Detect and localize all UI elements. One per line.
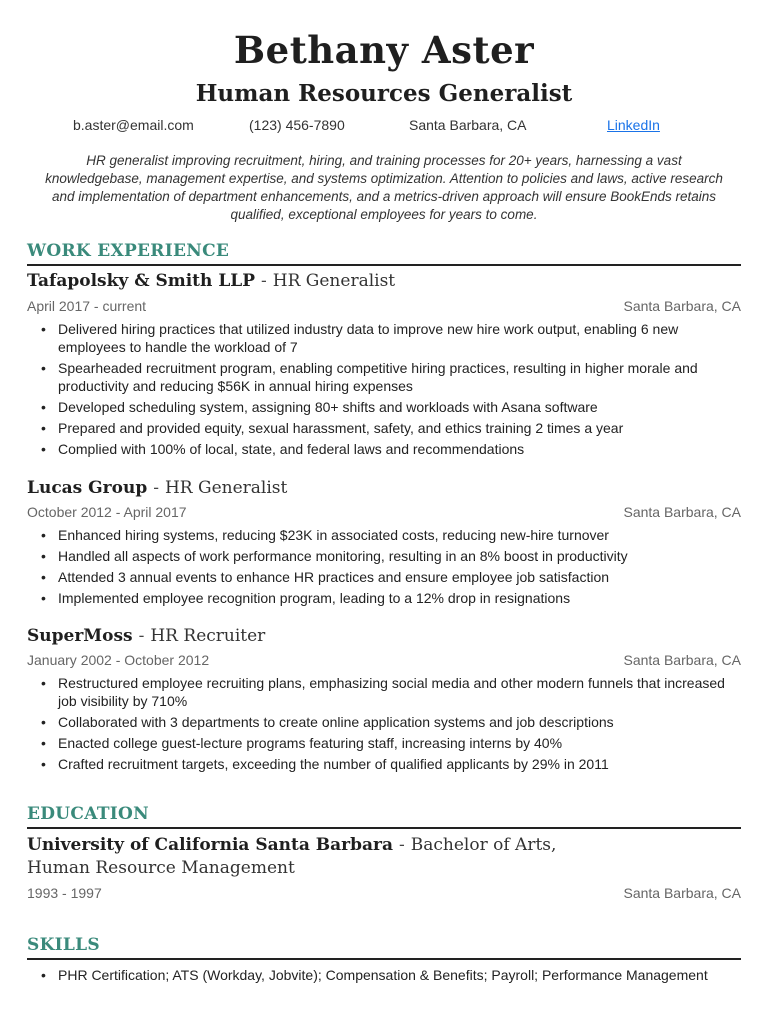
skills-list — [27, 966, 741, 987]
candidate-name: Bethany Aster — [233, 28, 535, 72]
list-item: • Spearheaded recruitment program, enabling competitive hiring practices, resulting in higher morale and productivity and reducing $56K in annual hiring expenses — [58, 359, 741, 395]
job-role: HR Generalist — [164, 478, 288, 498]
job-bullets — [27, 674, 741, 776]
job-dates: January 2002 - October 2012 — [27, 652, 210, 668]
section-work-experience: WORK EXPERIENCE — [27, 241, 230, 261]
education-location: Santa Barbara, CA — [623, 885, 741, 901]
list-item: • Handled all aspects of work performance monitoring, resulting in an 8% boost in productivity — [58, 547, 741, 565]
job-company: Lucas Group — [27, 478, 148, 498]
job-location: Santa Barbara, CA — [623, 298, 741, 314]
list-item: • Attended 3 annual events to enhance HR practices and ensure employee job satisfaction — [58, 568, 741, 586]
list-item: • Implemented employee recognition program, leading to a 12% drop in resignations — [58, 589, 741, 607]
job-bullets — [27, 526, 741, 610]
education-heading — [27, 835, 556, 855]
education-separator: - — [399, 835, 405, 855]
list-item: • Enhanced hiring systems, reducing $23K in associated costs, reducing new-hire turnover — [58, 526, 741, 544]
section-skills: SKILLS — [27, 935, 100, 955]
education-major: Human Resource Management — [27, 858, 295, 878]
linkedin-link[interactable]: LinkedIn — [607, 117, 660, 133]
job-heading — [27, 478, 287, 498]
job-role: HR Recruiter — [150, 626, 266, 646]
list-item: • Developed scheduling system, assigning 80+ shifts and workloads with Asana software — [58, 398, 741, 416]
job-separator: - — [261, 271, 267, 291]
contact-email[interactable]: b.aster@email.com — [73, 117, 194, 133]
list-item: • Delivered hiring practices that utilized industry data to improve new hire work output, enabling 6 new employees to handle the workload of 7 — [58, 320, 741, 356]
job-bullets — [27, 320, 741, 461]
list-item: • Prepared and provided equity, sexual harassment, safety, and ethics training 2 times a year — [58, 419, 741, 437]
education-degree: Bachelor of Arts, — [410, 835, 557, 855]
list-item: • Complied with 100% of local, state, and federal laws and recommendations — [58, 440, 741, 458]
job-separator: - — [138, 626, 145, 646]
job-company: SuperMoss — [27, 626, 133, 646]
list-item: • Restructured employee recruiting plans, emphasizing social media and other modern funnels that increased job visibility by 710% — [58, 674, 741, 710]
job-company: Tafapolsky & Smith LLP — [27, 271, 256, 291]
job-location: Santa Barbara, CA — [623, 652, 741, 668]
section-divider — [27, 827, 741, 829]
list-item: • Crafted recruitment targets, exceeding the number of qualified applicants by 29% in 2011 — [58, 755, 741, 773]
job-location: Santa Barbara, CA — [623, 504, 741, 520]
contact-location: Santa Barbara, CA — [409, 117, 527, 133]
education-school: University of California Santa Barbara — [27, 835, 394, 855]
job-heading — [27, 626, 265, 646]
job-separator: - — [153, 478, 159, 498]
job-heading — [27, 271, 395, 291]
contact-phone: (123) 456-7890 — [249, 117, 345, 133]
job-role: HR Generalist — [272, 271, 396, 291]
list-item: • Enacted college guest-lecture programs featuring staff, increasing interns by 40% — [58, 734, 741, 752]
list-item: • PHR Certification; ATS (Workday, Jobvite); Compensation & Benefits; Payroll; Performance Management — [58, 966, 741, 984]
education-dates: 1993 - 1997 — [27, 885, 102, 901]
professional-summary: HR generalist improving recruitment, hiring, and training processes for 20+ years, harnessing a vast knowledgebase, management expertise, and systems optimization. Attention to policies and laws, active research and implementation of department enhancements, and a metrics-driven approach will ensure BookEnds retains qualified, exceptional employees for years to come. — [45, 153, 723, 222]
list-item: • Collaborated with 3 departments to create online application systems and job descriptions — [58, 713, 741, 731]
section-divider — [27, 264, 741, 266]
candidate-title: Human Resources Generalist — [195, 80, 573, 107]
section-divider — [27, 958, 741, 960]
job-dates: October 2012 - April 2017 — [27, 504, 187, 520]
section-education: EDUCATION — [27, 804, 149, 824]
job-dates: April 2017 - current — [27, 298, 147, 314]
